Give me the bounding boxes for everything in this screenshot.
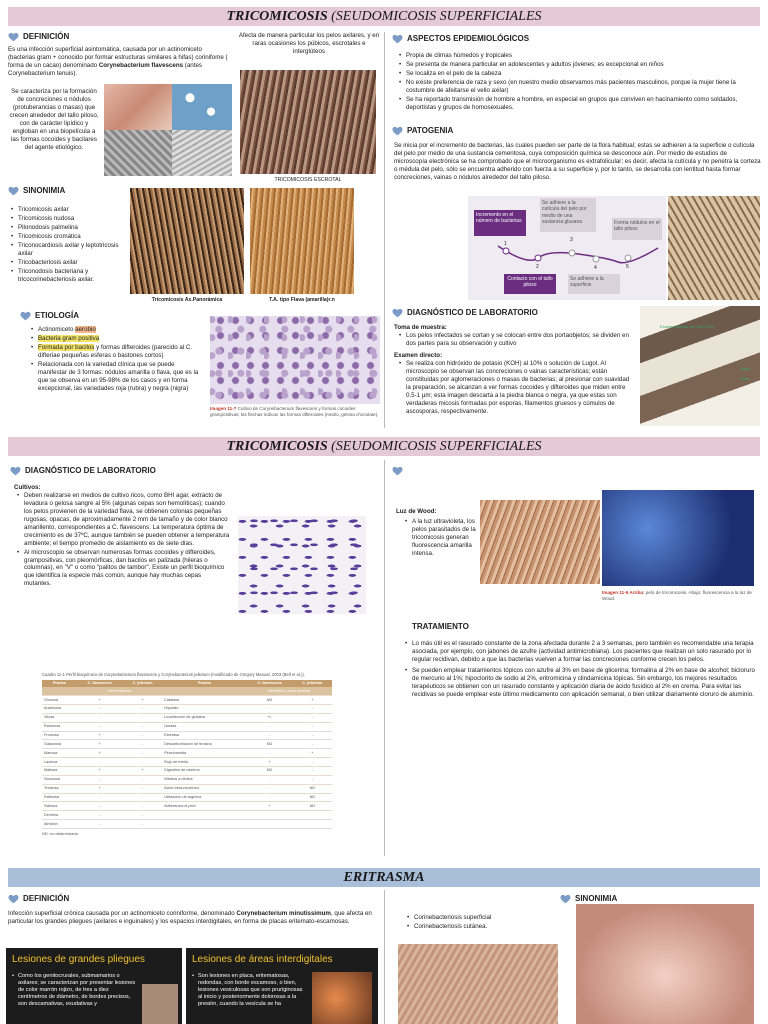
list-item: • Propia de climas húmedos y tropicales [398,52,762,60]
table-subheader [42,687,77,695]
table-cell: - [293,758,332,767]
table-row [42,722,332,731]
list-item: • A la luz ultravioleta, los pelos parasitados de la tricomicosis generan fluorescencia amarilla intensa. [404,518,478,558]
escrotal-caption: TRICOMICOSIS ESCROTAL [274,177,342,183]
table-row [42,775,332,784]
table-cell: Hipurato [162,704,246,713]
table-cell: - [77,811,123,820]
vaina-label: Vaina [740,366,750,371]
table-cell: Ramnosa [42,722,77,731]
diagnostico-heading-2: DIAGNÓSTICO DE LABORATORIO [10,466,156,476]
table-cell: - [246,793,292,802]
table-cell: Xilosa [42,713,77,722]
section-banner-eritrasma: ERITRASMA [8,868,760,887]
diagram-number: 3 [570,237,573,243]
table-cell: - [77,820,123,829]
section-banner-tricomicosis-1: TRICOMICOSIS (SEUDOMICOSIS SUPERFICIALES [8,7,760,26]
wood-photo-fluorescence [602,490,754,586]
table-header: C. flavescens [77,680,123,687]
table-header: C. jeikeium [123,680,162,687]
list-item: • Triconodosis bacteriana y tricocorinebacteriosis axilar. [10,268,122,284]
heart-icon [8,32,19,42]
table-row [42,766,332,775]
table-cell: - [123,740,162,749]
definicion-text-2: Se caracteriza por la formación de concreciones o nódulos (protuberancias o masas) que crecen alrededor del tallo piloso, con de carácter lipídico y engloban en una biopelícula a las formas cocoides y bacilares del agente etiológico. [9,88,99,151]
table-cell: Lactosa [42,758,77,767]
column-divider [384,460,385,856]
heart-icon [392,466,403,476]
heart-icon [10,466,21,476]
list-item: • Triconocardiosis axilar y leptotricosis axilar [10,242,122,258]
list-item: • No existe preferencia de raza y sexo (en nuestro medio observamos más pacientes masculinos, porque la mujer tiene la costumbre de afeitarse el vello axilar) [398,79,762,95]
diagram-connector-line [468,196,666,300]
table-cell: - [293,766,332,775]
flava-photo [250,188,354,294]
gram-stain-micrograph [238,516,366,614]
micrograph-photo-2 [172,84,232,130]
epidemio-heading: ASPECTOS EPIDEMIOLÓGICOS [392,34,529,44]
wood-caption: Imagen 11-6 Arriba: pelo de tricomicosis. Abajo: fluorescencia a la luz de Wood. [602,590,752,601]
patogenia-diagram [468,196,666,300]
table-cell: - [123,731,162,740]
etiologia-list [30,326,200,394]
patogenia-text: Se inicia por el incremento de bacterias, las cuales pueden ser parte de la flora habitual; estas se adhieren a la superficie o cutícula del pelo por medio de una sustancia cementosa, cuya composición química se desconoce aún. Por medio de estudios de microscopía electrónica se ha comprobado que el microorganismo es extrafolicular; es decir, afecta la cutícula y no penetra la corteza o médula del pelo, sólo se encuentra adherido con fuerza a su superficie y, por lo tanto, se desarrolla con lentitud hasta formar concreciones, vainas o nódulos alrededor del tallo piloso. [394,142,761,181]
table-cell: Maltosa [42,766,77,775]
table-row [42,811,332,820]
diagram-step-2: Contacto con el tallo piloso [504,274,556,294]
list-item: • Los pelos infectados se cortan y se colocan entre dos portaobjetos; se dividen en dos partes para su observación y cultivo [398,332,630,348]
table-cell: - [293,731,332,740]
table-row [42,784,332,793]
cultivos-list [16,492,230,589]
table-cell: - [293,722,332,731]
list-item: • Tricomicosis axilar [10,206,122,214]
micrograph-photo-4 [172,130,232,176]
lesiones-pliegues-title: Lesiones de grandes pliegues [12,954,145,965]
list-item: • Son lesiones en placa, eritematosas, redondas, con borde escamoso, o bien, lesiones vesiculosas que son pruriginosas al inicio y posteriormente dolorosas a la presión, cuando la vesícula se ha [192,973,306,1009]
diagnostico-heading-1: DIAGNÓSTICO DE LABORATORIO [392,308,538,318]
table-cell: Manosa [42,749,77,758]
afecta-text: Afecta de manera particular los pelos axilares, y en raras ocasiones los púbicos, escrotales e interglúteos [238,32,380,55]
diagram-number: 2 [536,264,539,270]
table-cell [246,820,292,829]
table-cell: - [123,722,162,731]
table-cell: - [77,775,123,784]
table-cell: - [123,749,162,758]
patogenia-heading: PATOGENIA [392,126,453,136]
table-cell: Ácido beta-nicotínico [162,784,246,793]
table-cell: - [123,704,162,713]
micrograph-photo-3 [104,130,172,176]
table-cell: Catalasa [162,696,246,705]
table-cell: - [123,802,162,811]
wood-title: Luz de Wood: [396,508,437,515]
lesiones-pliegues-box [6,948,182,1024]
table-cell: +/- [246,713,292,722]
table-cell: + [293,696,332,705]
table-cell: - [77,758,123,767]
list-item: • Corinebacteriosis cutánea. [406,923,556,931]
diagram-step-5: Forma nódulos en el tallo piloso [612,218,662,240]
table-header: Prueba [162,680,246,687]
flava-caption: T.A. tipo Flava (amarilla)r.n [269,297,335,303]
heart-icon [20,311,31,321]
table-cell: Digestión de caseína [162,766,246,775]
table-cell: + [77,696,123,705]
eritrasma-sinonimia-list [406,914,556,932]
table-cell: Pirazinamida [162,749,246,758]
list-item: • Tricomicosis cromática [10,233,122,241]
table-footnote: ND: no determinado. [42,830,79,836]
table-cell: + [123,766,162,775]
diagram-number: 1 [504,241,507,247]
table-row [42,793,332,802]
table-cell: ND [246,740,292,749]
table-cell: ND [293,784,332,793]
table-cell: + [293,749,332,758]
table-cell: + [246,758,292,767]
table-cell [293,811,332,820]
table-cell: - [293,704,332,713]
table-cell: Rafinosa [42,793,77,802]
table-cell: Esterasa [162,731,246,740]
table-cell: Galactosa [42,740,77,749]
wood-heading-heart [392,466,403,476]
wood-photo-top [480,500,600,584]
heart-icon [392,308,403,318]
sinonimia-list [10,206,122,284]
table-cell: ND [293,793,332,802]
column-divider [384,890,385,1024]
examen-list [398,360,634,417]
table-cell: + [123,696,162,705]
list-item: • Pilonodosis palmelina [10,224,122,232]
axilar-panoramic-photo [130,188,244,294]
table-subheader [162,687,246,695]
etiologia-heading: ETIOLOGÍA [20,311,79,321]
list-item: • Se localiza en el pelo de la cabeza [398,70,762,78]
list-item: • Corinebacteriosis superficial [406,914,556,922]
table-cell: Rojo de metilo [162,758,246,767]
table-cell: Salicina [42,802,77,811]
table-cell: Dextrina [42,811,77,820]
table-cell [293,820,332,829]
table-cell: - [77,793,123,802]
table-cell: Arabinosa [42,704,77,713]
table-cell: ND [246,696,292,705]
table-row [42,820,332,829]
table-cell: - [123,784,162,793]
table-row [42,749,332,758]
table-cell: Adherencia al pelo [162,802,246,811]
table-cell: Ureasa [162,722,246,731]
table-cell: - [123,758,162,767]
koh-micrograph [640,306,760,426]
interdigital-photo [312,972,372,1024]
eritrasma-definicion-text: Infección superficial crónica causada por un actinomiceto coriniforme, denominado Corynebacterium minutissimum, que afecta en particular los grandes pliegues (axilares e inguinales) y los espacios interdigitales, en forma de placas eritemato-escamosas. [8,910,372,925]
cultivos-label: Cultivos: [14,484,41,491]
hifas-label: Hifas [740,376,750,381]
table-row [42,731,332,740]
epidemio-list [398,52,762,113]
eritrasma-interdigital-photo [576,904,754,1024]
heart-icon [8,186,19,196]
table-row [42,696,332,705]
toma-list [398,332,630,349]
table-cell: - [123,793,162,802]
table-cell: Trealosa [42,784,77,793]
diagram-step-1: Incremento en el número de bacterias [474,210,526,236]
table-header: Prueba [42,680,77,687]
biochem-table [42,672,332,836]
table-cell: - [123,820,162,829]
table-subheader: Hidrólisis y otras pruebas [246,687,332,695]
heart-icon [392,126,403,136]
table-cell: Almidón [42,820,77,829]
diagram-number: 4 [594,265,597,271]
table-cell: - [246,749,292,758]
table-row [42,740,332,749]
section-banner-tricomicosis-2: TRICOMICOSIS (SEUDOMICOSIS SUPERFICIALES [8,437,760,456]
list-item: • Actinomiceto aerobio [30,326,200,334]
eritrasma-sinonimia-heading: SINONIMIA [560,894,617,904]
table-header: C. flavescens [246,680,292,687]
table-cell: ND [293,802,332,811]
table-cell: - [123,811,162,820]
table-cell: Fructosa [42,731,77,740]
eritrasma-definicion-heading: DEFINICIÓN [8,894,69,904]
lesiones-interdigitales-title: Lesiones de áreas interdigitales [192,954,333,965]
koh-label: Examen directo con KOH 10% [660,324,715,329]
list-item: • Deben realizarse en medios de cultivo ricos, como BHI agar, extracto de levadura o gelosa sangre al 5% (algunas cepas son hemolíticas); cuando los pelos provienen de la variedad flava, se obtienen colonias pequeñas rugosas, opacas, de aproximadamente 2 mm de tamaño y de color blanco amarillento, correspondientes a C. flavescens. La temperatura óptima de crecimiento es de 37ºC, aunque también se pueden obtener a temperatura ambiente; el tiempo promedio de aislamiento es de siete días. [16,492,230,548]
table-subheader: Fermentación [77,687,163,695]
toma-label: Toma de muestra: [394,324,447,331]
pliegues-photo [142,984,178,1024]
table-cell: - [246,775,292,784]
table-row [42,802,332,811]
list-item: • Se presenta de manera particular en adolescentes y adultos jóvenes; es excepcional en niños [398,61,762,69]
table-cell: - [123,713,162,722]
table-cell: + [77,766,123,775]
tricomicosis-escrotal-photo [240,70,376,174]
table-cell: Utilización de arginina [162,793,246,802]
diagram-step-3: Se adhiere a la cutícula del pelo por medio de una sustancia glusana [540,198,596,232]
table-cell [162,820,246,829]
list-item: • Se realiza con hidróxido de potasio (KOH) al 10% o solución de Lugol. Al microscopio se observan las concreciones o vainas características; están constituidas por aglomeraciones o masas de bacterias; al presionar con suavidad la preparación, se alcanzan a ver formas cocoides y difteroides que miden entre 0.5-1 μm; esta imagen descarta a la piedra blanca o negra, ya que estas son verdaderas micosis formadas por esporas, filamentos gruesos y cúmulos de ascosporas, respectivamente. [398,360,634,416]
table-cell: + [77,740,123,749]
table-cell: Sacarosa [42,775,77,784]
table-cell: + [77,749,123,758]
list-item: • Tricobacteriosis axilar [10,259,122,267]
table-cell: Descarboxilación de tirosina [162,740,246,749]
micrograph-photo-1 [104,84,172,130]
table-row [42,704,332,713]
table-header: C. jeikeium [293,680,332,687]
axilar-caption: Tricomicosis Ax.Panorámica [151,297,223,303]
table-cell: - [77,802,123,811]
table-cell [246,811,292,820]
column-divider [384,32,385,428]
table-cell: + [246,802,292,811]
table-cell: Licuefacción de gelatina [162,713,246,722]
table-cell: - [77,713,123,722]
list-item: • Lo más útil es el rasurado constante de la zona afectada durante 2 a 3 semanas, pero también es recomendable una terapia asociada, por ejemplo, con jabones de azufre (actividad antimicrobiana). Los pacientes que realizan un solo rasurado por lo regular recidivan, debido a que las bacterias vuelven a formar las concreciones conforme crecen los pelos. [404,640,760,664]
table-subheader-row [42,687,332,695]
list-item: • Como los genitocrurales, submamarios o axilares; se caracterizan por presentar lesiones de color marrón rojizo, de tres a diez centímetros de diámetro, de bordes precisos, son descamativas, exudativas y [12,973,136,1009]
examen-label: Examen directo: [394,352,443,359]
heart-icon [560,894,571,904]
tratamiento-heading: TRATAMIENTO [412,622,469,631]
list-item: • Tricomicosis nudosa [10,215,122,223]
table-cell: Glucosa [42,696,77,705]
table-cell: - [77,704,123,713]
list-item: • Bacteria gram positiva [30,335,200,343]
table-row [42,758,332,767]
cultivo-caption: Imagen 11-7 Cultivo de Corynebacterium flavescens y formas cocoides grampositivas; las flechas indican las formas difteroides (medio, gelosa chocolate). [210,406,379,417]
heart-icon [8,894,19,904]
wood-list [404,518,478,559]
table-cell: - [123,775,162,784]
table-cell: ND [246,766,292,775]
definicion-heading: DEFINICIÓN [8,32,69,42]
lesiones-interdigitales-box [186,948,378,1024]
cultivo-micrograph [210,316,380,404]
table-cell: - [293,740,332,749]
list-item: • Formada por bacilos y formas difteroides (parecido al C. difteriae pequeñas esferas o bastones cortos) [30,344,200,360]
list-item: • Se pueden emplear tratamientos tópicos con azufre al 3% en base de glicerina; formalina al 2% en base de alcohol; bicloruro de mercurio al 1%; hipoclorito de sodio al 2%, eritromicina y clindamicina tópicas. Sin embargo, los mejores resultados terapéuticos se obtienen con un rasurado constante y aplicación diaria de ácido fusídico al 2% en crema. Para evitar las recidivas se puede emplear este último medicamento con aplicación semanal, o bien utilizar diariamente cloruro de aluminio. [404,667,760,699]
list-item: • Al microscopio se observan numerosas formas cocoides y difteroides, grampositivas, con pleomórficas, dan bacilos en palizada (hileras o columnas), en "V" o como "palitos de tambor". Existe un perfil bioquímico que identifica la especie más común, aunque hay muchas cepas mutantes. [16,549,230,589]
diagram-step-4: Se adhiere a la superficie [568,274,620,294]
table-cell: - [293,713,332,722]
eritrasma-axilar-photo [398,944,558,1024]
heart-icon [392,34,403,44]
table-cell: - [293,775,332,784]
tratamiento-list [404,640,760,700]
sinonimia-heading: SINONIMIA [8,186,65,196]
list-item: • Relacionada con la variedad clínica que se puede manifestar de 3 formas: nódulos amarilla o flava, que es la que se observa en un 95-98% de los casos y en forma excepcional, las variedades roja (rubra) y negra (nigra) [30,361,200,393]
table-row [42,713,332,722]
table-cell: - [246,704,292,713]
table-cell: - [246,731,292,740]
hair-nodule-photo [668,196,760,300]
table-cell: - [246,722,292,731]
table-cell [162,811,246,820]
table-cell: - [77,722,123,731]
definicion-text: Es una infección superficial asintomática, causada por un actinomiceto (bacterias gram + conocido por formar estructuras similares a hifas) corinifome ( forma de un cacao) denominado Corynebacterium flavescens (antes Corynebacterium tenuis). [8,46,228,77]
list-item: • Se ha reportado transmisión de hombre a hombre, en especial en grupos que conviven en hacinamiento como soldados, deportistas y grupos de homosexuales. [398,96,762,112]
table-cell: + [77,784,123,793]
diagram-number: 5 [626,264,629,270]
table-cell: + [77,731,123,740]
table-caption: Cuadro 11-1 Perfil bioquímico de Corynebacterium flavescens y Corynebacterium jeikeium (modificado de Gregory Manual, 2003 (Bell et al.)). [42,672,305,677]
table-cell: - [246,784,292,793]
table-cell: Nitratos a nitritos [162,775,246,784]
